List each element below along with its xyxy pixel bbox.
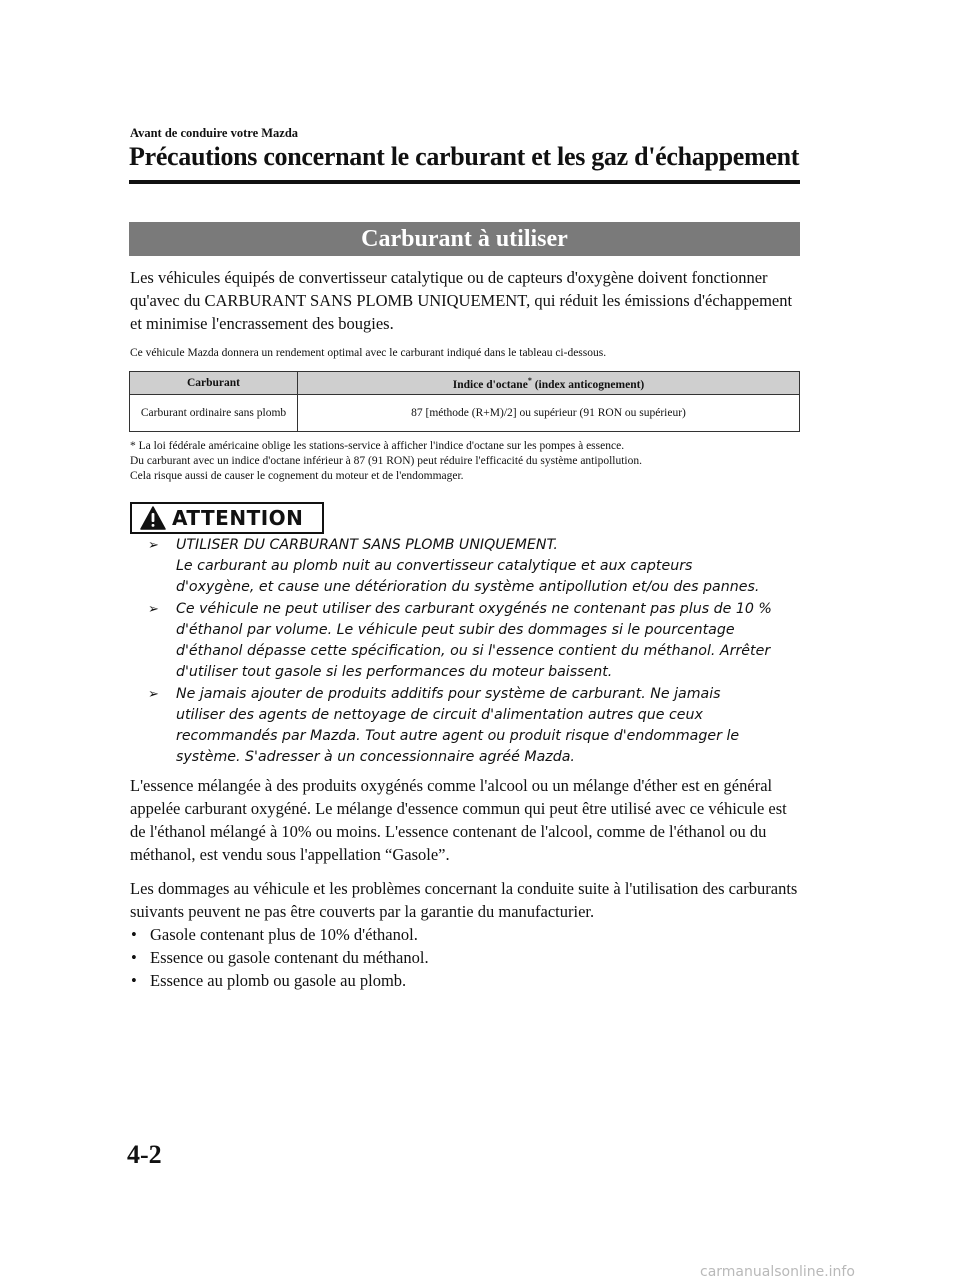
- chapter-rule: [129, 180, 800, 184]
- warning-line: d'utiliser tout gasole si les performances du moteur baissent.: [176, 664, 613, 680]
- table-row: [130, 394, 800, 431]
- footnote-marker: *: [527, 376, 532, 385]
- footnote-line: Du carburant avec un indice d'octane inférieur à 87 (91 RON) peut réduire l'efficacité du système antipollution.: [130, 455, 642, 467]
- footnotes: [130, 439, 810, 484]
- warning-line: d'éthanol dépasse cette spécification, ou si l'essence contient du méthanol. Arrêter: [176, 643, 771, 659]
- arrow-bullet-icon: ➢: [148, 687, 159, 702]
- bullet-text: Gasole contenant plus de 10% d'éthanol.: [150, 925, 418, 944]
- section-label: Avant de conduire votre Mazda: [130, 126, 299, 140]
- bullet-dot-icon: •: [131, 925, 137, 944]
- chapter-title: Précautions concernant le carburant et les gaz d'échappement: [129, 142, 800, 171]
- warning-icon: [140, 506, 166, 530]
- arrow-bullet-icon: ➢: [148, 538, 159, 553]
- warning-line: Ce véhicule ne peut utiliser des carburant oxygénés ne contenant pas plus de 10 %: [176, 601, 772, 617]
- octane-label: Indice d'octane: [452, 378, 528, 391]
- warning-line: d'éthanol par volume. Le véhicule peut subir des dommages si le pourcentage: [176, 622, 735, 638]
- attention-list: [148, 535, 808, 769]
- list-item: [130, 969, 429, 992]
- warning-line: Ne jamais ajouter de produits additifs pour système de carburant. Ne jamais: [176, 686, 721, 702]
- paragraph-warranty: Les dommages au véhicule et les problèmes concernant la conduite suite à l'utilisation des carburants suivants peuvent ne pas être couverts par la garantie du manufacturier.: [130, 879, 798, 921]
- paragraph-oxygenated: L'essence mélangée à des produits oxygénés comme l'alcool ou un mélange d'éther est en général appelée carburant oxygéné. Le mélange d'essence commun qui peut être utilisé avec ce véhicule est de l'éthanol mélangé à 10% ou moins. L'essence contenant de l'alcool, comme de l'éthanol ou du méthanol, est vendu sous l'appellation “Gasole”.: [130, 776, 787, 864]
- warning-line: utiliser des agents de nettoyage de circuit d'alimentation autres que ceux: [176, 707, 703, 723]
- warning-line: UTILISER DU CARBURANT SANS PLOMB UNIQUEMENT.: [176, 537, 558, 553]
- table-header-octane: [298, 372, 800, 395]
- intro-paragraph: Les véhicules équipés de convertisseur catalytique ou de capteurs d'oxygène doivent fonctionner qu'avec du CARBURANT SANS PLOMB UNIQUEMENT, qui réduit les émissions d'échappement et minimise l'encrassement des bougies.: [130, 268, 793, 333]
- table-cell-octane: 87 [méthode (R+M)/2] ou supérieur (91 RON ou supérieur): [298, 394, 800, 431]
- table-header-fuel: Carburant: [130, 372, 298, 395]
- footnote-line: Cela risque aussi de causer le cognement du moteur et de l'endommager.: [130, 470, 464, 482]
- warning-line: Le carburant au plomb nuit au convertisseur catalytique et aux capteurs: [176, 558, 693, 574]
- octane-suffix: (index anticognement): [531, 378, 645, 391]
- fuel-bullet-list: [130, 923, 429, 992]
- bullet-dot-icon: •: [131, 971, 137, 990]
- list-item: [148, 535, 808, 598]
- arrow-bullet-icon: ➢: [148, 602, 159, 617]
- warning-line: recommandés par Mazda. Tout autre agent ou produit risque d'endommager le: [176, 728, 740, 744]
- footnote-line: * La loi fédérale américaine oblige les stations-service à afficher l'indice d'octane sur les pompes à essence.: [130, 440, 625, 452]
- list-item: [148, 599, 808, 683]
- bullet-dot-icon: •: [131, 948, 137, 967]
- warning-line: d'oxygène, et cause une détérioration du système antipollution et/ou des pannes.: [176, 579, 760, 595]
- watermark: carmanualsonline.info: [700, 1264, 855, 1280]
- table-header-row: [130, 372, 800, 395]
- list-item: [148, 684, 808, 768]
- warning-line: système. S'adresser à un concessionnaire agréé Mazda.: [176, 749, 575, 765]
- performance-note: Ce véhicule Mazda donnera un rendement optimal avec le carburant indiqué dans le tableau ci-dessous.: [130, 347, 607, 359]
- bullet-text: Essence au plomb ou gasole au plomb.: [150, 971, 407, 990]
- list-item: [130, 923, 429, 946]
- fuel-table: [129, 371, 800, 432]
- attention-box: [130, 502, 324, 534]
- page-number: 4-2: [127, 1140, 162, 1169]
- bullet-text: Essence ou gasole contenant du méthanol.: [150, 948, 429, 967]
- section-banner: Carburant à utiliser: [129, 222, 800, 256]
- list-item: [130, 946, 429, 969]
- table-cell-fuel: Carburant ordinaire sans plomb: [130, 394, 298, 431]
- attention-label: ATTENTION: [172, 506, 304, 530]
